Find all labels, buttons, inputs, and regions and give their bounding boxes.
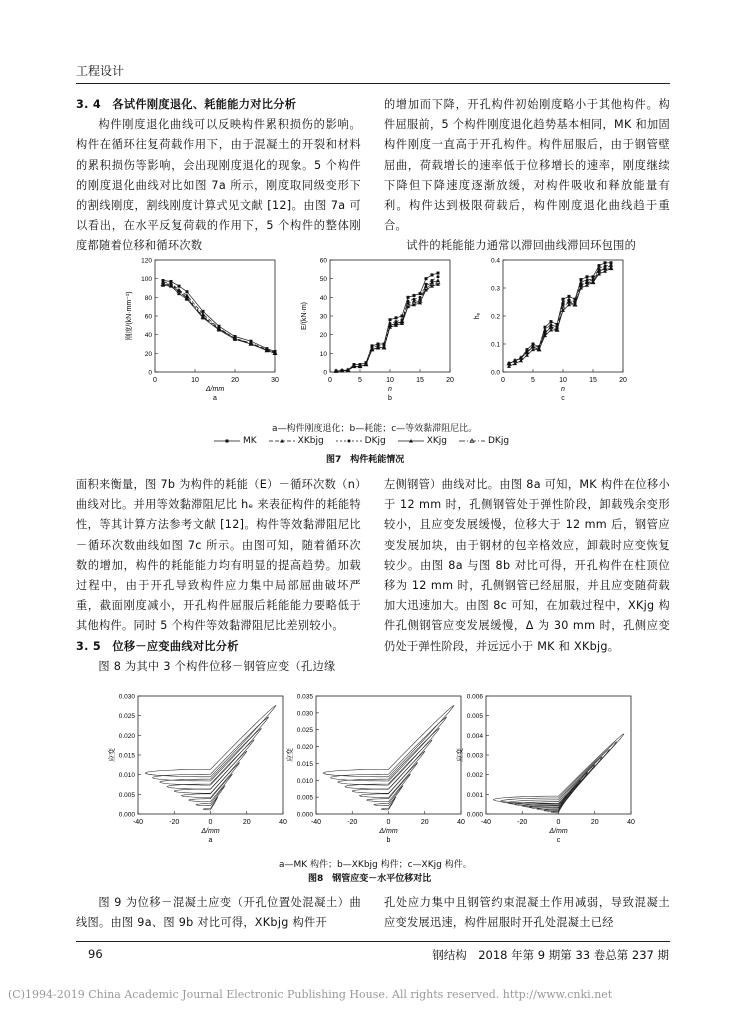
y-tick-label: 0.020 bbox=[118, 732, 135, 740]
x-tick-label: 5 bbox=[531, 377, 535, 384]
x-axis-label: n bbox=[561, 386, 565, 393]
hysteresis-loop bbox=[501, 742, 617, 805]
data-point bbox=[425, 277, 428, 280]
y-tick-label: 0.015 bbox=[296, 760, 313, 768]
paragraph: 试件的耗能能力通常以滞回曲线滞回环包围的 bbox=[406, 239, 637, 253]
series-line-xkjg bbox=[163, 285, 275, 353]
legend-swatch bbox=[214, 437, 240, 445]
legend-label: DKjg bbox=[364, 436, 386, 446]
paragraph: 的增加而下降，开孔构件初始刚度略小于其他构件。构件屈服前，5 个构件刚度退化趋势基本相同，MK 和加固构件刚度一直高于开孔构件。构件屈服后，由于钢管壁屈曲，荷载增长的速率低于位移增长的速率，刚度继续下降但下降速度逐渐放缓，对构件吸收和释放能量有利。构件达到极限荷载后，构件刚度退化曲线趋于重合。 bbox=[384, 98, 670, 233]
x-tick-label: 40 bbox=[457, 819, 465, 826]
y-tick-label: 100 bbox=[141, 276, 152, 284]
paragraph: 左侧钢管）曲线对比。由图 8a 可知，MK 构件在位移小于 12 mm 时，孔侧钢管处于弹性阶段，卸载残余变形较小，且应变发展缓慢，位移大于 12 mm 后，钢管应变发展加块，由于钢材的包辛格效应，卸载时应变恢复较少。由图 8a 与图 8b 对比可得，开孔构件在柱顶位移为 12 mm 时，孔侧钢管已经屈服，并且应变随荷载加大迅速加大。由图 8c 可知，在加载过程中，XKjg 构件孔侧钢管应变发展缓慢，Δ 为 30 mm 时，孔侧应变仍处于弹性阶段，并远远小于 MK 和 XKbjg。 bbox=[384, 478, 670, 653]
y-tick-label: 40 bbox=[319, 294, 327, 302]
y-axis-label: 刚度/(kN·mm⁻¹) bbox=[126, 291, 133, 341]
left-column-3 bbox=[76, 893, 361, 933]
y-tick-label: 0.035 bbox=[296, 693, 313, 701]
series-line-xkbjg bbox=[336, 281, 438, 372]
legend-swatch bbox=[336, 437, 362, 445]
x-tick-label: 10 bbox=[191, 377, 199, 384]
x-tick-label: 20 bbox=[231, 377, 239, 384]
figure-8-plot-frame bbox=[316, 696, 461, 814]
right-column-1 bbox=[384, 95, 670, 257]
y-tick-label: 0.025 bbox=[118, 713, 135, 721]
legend-label: XKbjg bbox=[297, 436, 324, 446]
running-header: 工程设计 bbox=[76, 64, 125, 78]
data-point bbox=[178, 285, 181, 288]
y-tick-label: 0.015 bbox=[118, 752, 135, 760]
y-tick-label: 120 bbox=[141, 257, 152, 265]
x-tick-label: -20 bbox=[517, 819, 528, 826]
copyright-notice: (C)1994-2019 China Academic Journal Electronic Publishing House. All rights reserved. http://www.cnki.net bbox=[8, 988, 613, 1001]
legend-item bbox=[398, 436, 447, 446]
header-rule bbox=[76, 83, 670, 84]
right-column-2 bbox=[384, 475, 670, 657]
y-tick-label: 0.4 bbox=[490, 257, 500, 265]
data-point bbox=[226, 440, 229, 443]
legend-swatch bbox=[459, 437, 485, 445]
y-axis-label: 应变 bbox=[457, 748, 464, 762]
x-tick-label: 40 bbox=[279, 819, 287, 826]
y-tick-label: 0.006 bbox=[466, 693, 483, 701]
y-tick-label: 0.1 bbox=[490, 341, 500, 349]
x-tick-label: 0 bbox=[501, 377, 505, 384]
panel-letter: c bbox=[561, 395, 565, 402]
x-axis-label: Δ/mm bbox=[379, 828, 398, 835]
series-line-xkbjg bbox=[509, 266, 611, 364]
figure-8-plots bbox=[109, 690, 638, 850]
figure-8-subcaption: a—MK 构件；b—XKbjg 构件；c—XKjg 构件。 bbox=[279, 860, 472, 870]
y-tick-label: 0.030 bbox=[296, 710, 313, 718]
hysteresis-loop bbox=[182, 763, 240, 798]
legend-label: DKjg bbox=[488, 436, 510, 446]
y-tick-label: 0.005 bbox=[296, 794, 313, 802]
x-tick-label: 20 bbox=[446, 377, 454, 384]
legend-item bbox=[214, 436, 257, 446]
y-tick-label: 0.001 bbox=[466, 791, 483, 799]
data-point bbox=[347, 440, 350, 443]
figure-7-plots bbox=[110, 250, 630, 410]
hysteresis-loop bbox=[145, 706, 275, 777]
hysteresis-loop bbox=[360, 763, 418, 798]
y-tick-label: 0.020 bbox=[296, 744, 313, 752]
x-tick-label: 5 bbox=[358, 377, 362, 384]
right-column-3 bbox=[384, 893, 670, 933]
x-tick-label: 15 bbox=[416, 377, 424, 384]
y-tick-label: 0.025 bbox=[296, 727, 313, 735]
data-point bbox=[186, 290, 189, 293]
series-line-dkjg bbox=[336, 282, 438, 371]
data-point bbox=[413, 294, 416, 297]
hysteresis-loop bbox=[323, 706, 454, 777]
x-tick-label: 20 bbox=[590, 819, 599, 826]
section-3-4-heading: 3. 4 各试件刚度退化、耗能能力对比分析 bbox=[76, 98, 297, 111]
x-axis-label: Δ/mm bbox=[549, 828, 568, 835]
hysteresis-loop bbox=[508, 750, 610, 806]
x-tick-label: 20 bbox=[420, 819, 429, 826]
left-column-1 bbox=[76, 95, 361, 257]
panel-letter: a bbox=[208, 837, 213, 844]
hysteresis-loop bbox=[153, 717, 269, 781]
x-tick-label: -40 bbox=[132, 819, 144, 826]
y-axis-label: 应变 bbox=[287, 748, 294, 762]
x-tick-label: 20 bbox=[619, 377, 627, 384]
x-tick-label: -20 bbox=[347, 819, 358, 826]
data-point bbox=[389, 318, 392, 321]
y-tick-label: 0.2 bbox=[490, 313, 500, 321]
data-point bbox=[470, 439, 474, 443]
panel-letter: b bbox=[388, 395, 392, 402]
figure-7-subcaption: a—构件刚度退化；b—耗能；c—等效黏滞阻尼比。 bbox=[272, 424, 478, 434]
y-tick-label: 20 bbox=[319, 332, 327, 340]
legend-item bbox=[269, 436, 324, 446]
x-tick-label: -40 bbox=[310, 819, 322, 826]
x-tick-label: 20 bbox=[242, 819, 251, 826]
panel-letter: b bbox=[386, 837, 391, 844]
y-axis-label: hₑ bbox=[474, 312, 481, 320]
paragraph: 孔处应力集中且钢管约束混凝土作用减弱，导致混凝土应变发展迅速，构件屈服时开孔处混凝土已经 bbox=[384, 896, 670, 930]
series-line-mk bbox=[336, 273, 438, 371]
panel-letter: c bbox=[556, 837, 561, 844]
y-tick-label: 30 bbox=[319, 313, 327, 321]
legend-label: XKjg bbox=[426, 436, 447, 446]
series-line-dkjg bbox=[336, 277, 438, 371]
figure-7-plot-frame bbox=[330, 260, 450, 372]
x-axis-label: Δ/mm bbox=[205, 386, 225, 393]
y-tick-label: 0.010 bbox=[118, 772, 135, 780]
figure-7-legend bbox=[214, 436, 509, 446]
paragraph: 图 8 为其中 3 个构件位移－钢管应变（孔边缘 bbox=[98, 659, 336, 673]
y-tick-label: 0.000 bbox=[466, 811, 483, 819]
x-tick-label: 30 bbox=[271, 377, 279, 384]
x-tick-label: 0 bbox=[153, 377, 157, 384]
section-3-5-heading: 3. 5 位移－应变曲线对比分析 bbox=[76, 639, 239, 653]
y-tick-label: 0.003 bbox=[466, 752, 483, 760]
x-tick-label: 0 bbox=[208, 819, 213, 826]
y-tick-label: 50 bbox=[319, 276, 327, 284]
legend-item bbox=[459, 436, 509, 446]
y-tick-label: 60 bbox=[319, 257, 327, 265]
x-tick-label: 15 bbox=[589, 377, 597, 384]
figure-8-caption: 图8 钢管应变－水平位移对比 bbox=[308, 874, 432, 884]
footer-rule bbox=[76, 941, 670, 942]
data-point bbox=[407, 296, 410, 299]
y-tick-label: 0.005 bbox=[118, 791, 135, 799]
y-tick-label: 20 bbox=[144, 350, 152, 358]
y-tick-label: 10 bbox=[319, 350, 327, 358]
y-axis-label: 应变 bbox=[109, 748, 116, 762]
x-tick-label: 10 bbox=[386, 377, 394, 384]
figure-7-plot-frame bbox=[155, 260, 275, 372]
left-column-2 bbox=[76, 475, 361, 677]
journal-info: 钢结构 2018 年第 9 期第 33 卷总第 237 期 bbox=[432, 948, 669, 962]
x-tick-label: 0 bbox=[328, 377, 332, 384]
y-tick-label: 0.3 bbox=[490, 285, 500, 293]
y-tick-label: 0.0 bbox=[490, 369, 500, 377]
y-tick-label: 0.030 bbox=[118, 693, 135, 701]
y-tick-label: 0 bbox=[323, 369, 327, 377]
x-tick-label: 40 bbox=[627, 819, 635, 826]
y-tick-label: 60 bbox=[144, 313, 152, 321]
data-point bbox=[395, 316, 398, 319]
x-tick-label: -40 bbox=[480, 819, 492, 826]
legend-label: MK bbox=[243, 436, 257, 446]
paragraph: 构件刚度退化曲线可以反映构件累积损伤的影响。构件在循环往复荷载作用下，由于混凝土的开裂和材料的累积损伤等影响，会出现刚度退化的现象。5 个构件的刚度退化曲线对比如图 7a 所示，刚度取同级变形下的割线刚度，割线刚度计算式见文献 [12]。由图 7a 可以看出，在水平反复荷载的作用下，5 个构件的整体刚度都随着位移和循环次数 bbox=[76, 118, 361, 253]
y-tick-label: 0.005 bbox=[466, 713, 483, 721]
hysteresis-loop bbox=[331, 717, 447, 781]
data-point bbox=[437, 275, 440, 278]
legend-item bbox=[336, 436, 386, 446]
y-tick-label: 0.002 bbox=[466, 772, 483, 780]
data-point bbox=[437, 272, 440, 275]
y-tick-label: 0 bbox=[148, 369, 152, 377]
legend-swatch bbox=[269, 437, 295, 445]
y-tick-label: 80 bbox=[144, 294, 152, 302]
panel-letter: a bbox=[213, 395, 217, 402]
y-axis-label: E/(kN·m) bbox=[301, 302, 308, 330]
y-tick-label: 40 bbox=[144, 332, 152, 340]
y-tick-label: 0.004 bbox=[466, 732, 483, 740]
page-number: 96 bbox=[88, 947, 103, 961]
series-line-xkjg bbox=[509, 268, 611, 366]
x-tick-label: 0 bbox=[386, 819, 391, 826]
x-axis-label: n bbox=[388, 386, 392, 393]
paragraph: 图 9 为位移－混凝土应变（开孔位置处混凝土）曲线图。由图 9a、图 9b 对比可得，XKbjg 构件开 bbox=[76, 896, 361, 930]
figure-7-caption: 图7 构件耗能情况 bbox=[326, 455, 405, 465]
hysteresis-loop bbox=[493, 734, 624, 803]
y-tick-label: 0.000 bbox=[296, 811, 313, 819]
x-tick-label: -20 bbox=[169, 819, 180, 826]
y-tick-label: 0.000 bbox=[118, 811, 135, 819]
y-tick-label: 0.010 bbox=[296, 777, 313, 785]
series-line-xkjg bbox=[336, 284, 438, 371]
paragraph: 面积来衡量，图 7b 为构件的耗能（E）－循环次数（n）曲线对比。并用等效黏滞阻尼比 hₑ 来表征构件的耗能特性，等其计算方法参考文献 [12]。构件等效黏滞阻尼比－循环次数曲线如图 7c 所示。由图可知，随着循环次数的增加，构件的耗能能力均有明显的提高趋势。加载过程中，由于开孔导致构件应力集中局部屈曲破坏严重，截面刚度减小，开孔构件屈服后耗能能力要略低于其他构件。同时 5 个构件等效黏滞阻尼比差别较小。 bbox=[76, 478, 361, 633]
x-tick-label: 10 bbox=[559, 377, 567, 384]
x-axis-label: Δ/mm bbox=[201, 828, 220, 835]
figure-8-plot-frame bbox=[138, 696, 283, 814]
legend-swatch bbox=[398, 437, 424, 445]
data-point bbox=[431, 273, 434, 276]
x-tick-label: 0 bbox=[556, 819, 561, 826]
